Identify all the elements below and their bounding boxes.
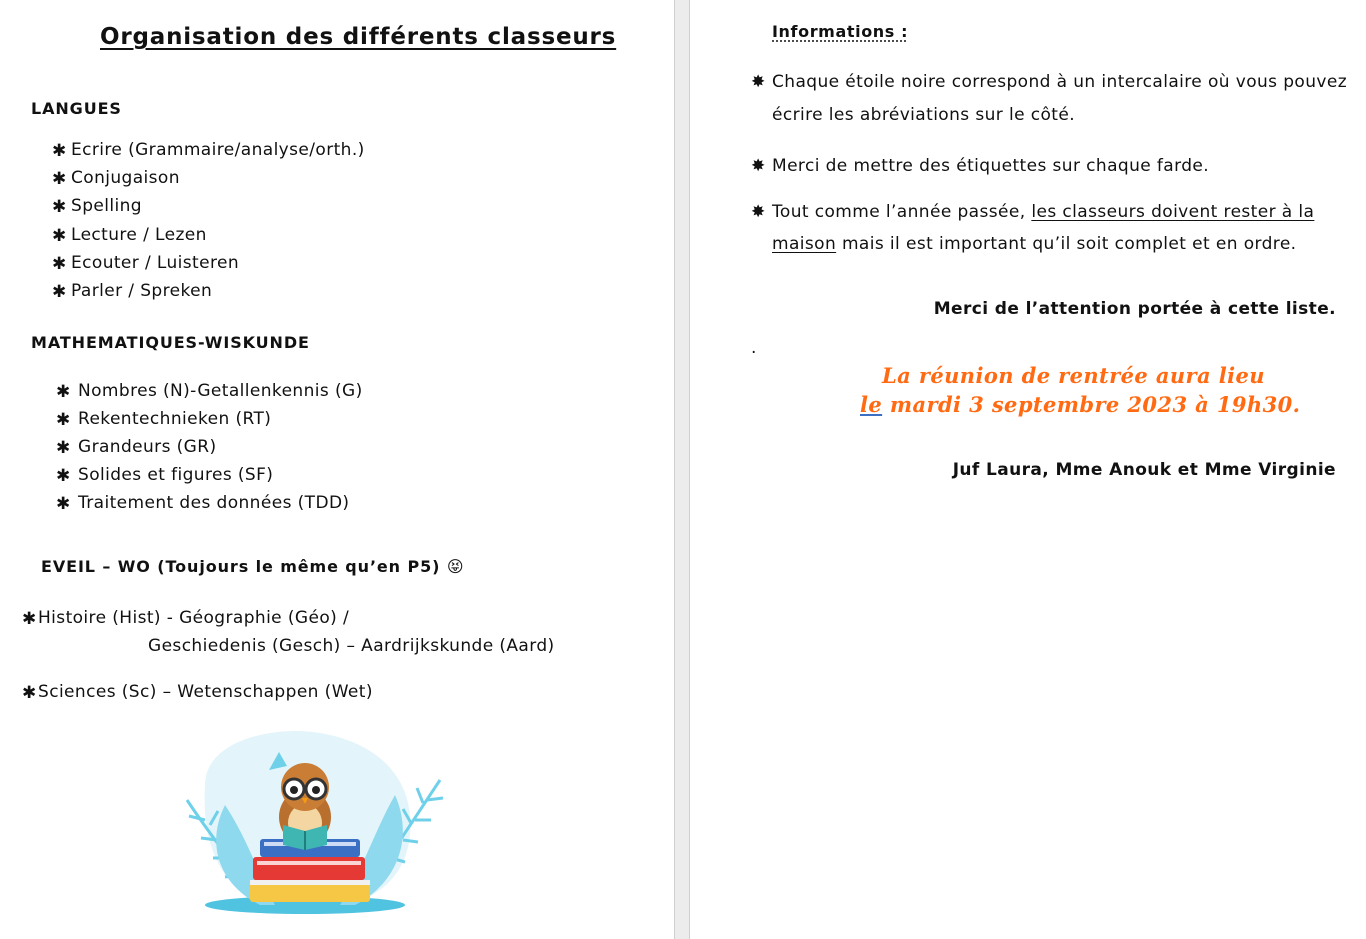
informations-heading: Informations : [772,22,909,41]
star-bullet-icon: ✱ [56,410,71,430]
star-bullet-icon: ✸ [751,202,766,222]
list-item-continuation: Geschiedenis (Gesch) – Aardrijkskunde (Aard) [148,636,555,656]
star-bullet-icon: ✱ [52,141,67,161]
page-title: Organisation des différents classeurs [100,24,617,50]
section-heading-maths: MATHEMATIQUES-WISKUNDE [31,333,310,352]
star-bullet-icon: ✸ [751,156,766,176]
list-item: Sciences (Sc) – Wetenschappen (Wet) [38,682,373,702]
star-bullet-icon: ✱ [22,609,37,629]
left-page [0,0,674,939]
star-bullet-icon: ✱ [22,683,37,703]
star-bullet-icon: ✱ [52,282,67,302]
meeting-le: le [860,392,883,417]
list-item: Spelling [71,196,142,216]
list-item: Solides et figures (SF) [78,465,274,485]
list-item: Parler / Spreken [71,281,213,301]
section-heading-langues: LANGUES [31,99,122,118]
star-bullet-icon: ✸ [751,72,766,92]
info-item-1-line-1: Chaque étoile noire correspond à un intercalaire où vous pouvez [772,72,1348,92]
star-bullet-icon: ✱ [52,169,67,189]
stray-dot: . [751,338,757,358]
meeting-line-2 [860,392,1300,417]
info-item-2: Merci de mettre des étiquettes sur chaque farde. [772,156,1210,176]
star-bullet-icon: ✱ [52,226,67,246]
info-item-3-text: Tout comme l’année passée, [772,202,1032,222]
grinning-face-icon: 😝 [446,557,465,576]
owl-reading-books-icon [165,725,445,920]
star-bullet-icon: ✱ [52,197,67,217]
list-item: Lecture / Lezen [71,225,207,245]
list-item: Nombres (N)-Getallenkennis (G) [78,381,363,401]
eveil-heading-text: EVEIL – WO (Toujours le même qu’en P5) [41,557,441,576]
star-bullet-icon: ✱ [52,254,67,274]
info-item-3-line-2 [772,234,1296,254]
info-item-3-underlined-maison: maison [772,234,837,254]
star-bullet-icon: ✱ [56,382,71,402]
meeting-date: mardi 3 septembre 2023 à 19h30. [882,392,1301,417]
star-bullet-icon: ✱ [56,466,71,486]
list-item: Conjugaison [71,168,180,188]
section-heading-eveil [41,557,464,576]
list-item: Grandeurs (GR) [78,437,217,457]
info-item-3-line-1 [772,202,1314,222]
info-item-3-text-end: mais il est important qu’il soit complet et en ordre. [836,234,1297,254]
right-page [690,0,1366,939]
list-item: Ecrire (Grammaire/analyse/orth.) [71,140,365,160]
star-bullet-icon: ✱ [56,438,71,458]
thanks-line: Merci de l’attention portée à cette liste. [933,299,1336,319]
list-item: Traitement des données (TDD) [78,493,350,513]
list-item: Ecouter / Luisteren [71,253,240,273]
page-gutter [674,0,690,939]
list-item: Rekentechnieken (RT) [78,409,272,429]
info-item-3-underlined: les classeurs doivent rester à la [1031,202,1315,222]
list-item: Histoire (Hist) - Géographie (Géo) / [38,608,350,628]
signature: Juf Laura, Mme Anouk et Mme Virginie [952,460,1336,480]
meeting-line-1: La réunion de rentrée aura lieu [882,363,1265,388]
info-item-1-line-2: écrire les abréviations sur le côté. [772,105,1076,125]
star-bullet-icon: ✱ [56,494,71,514]
